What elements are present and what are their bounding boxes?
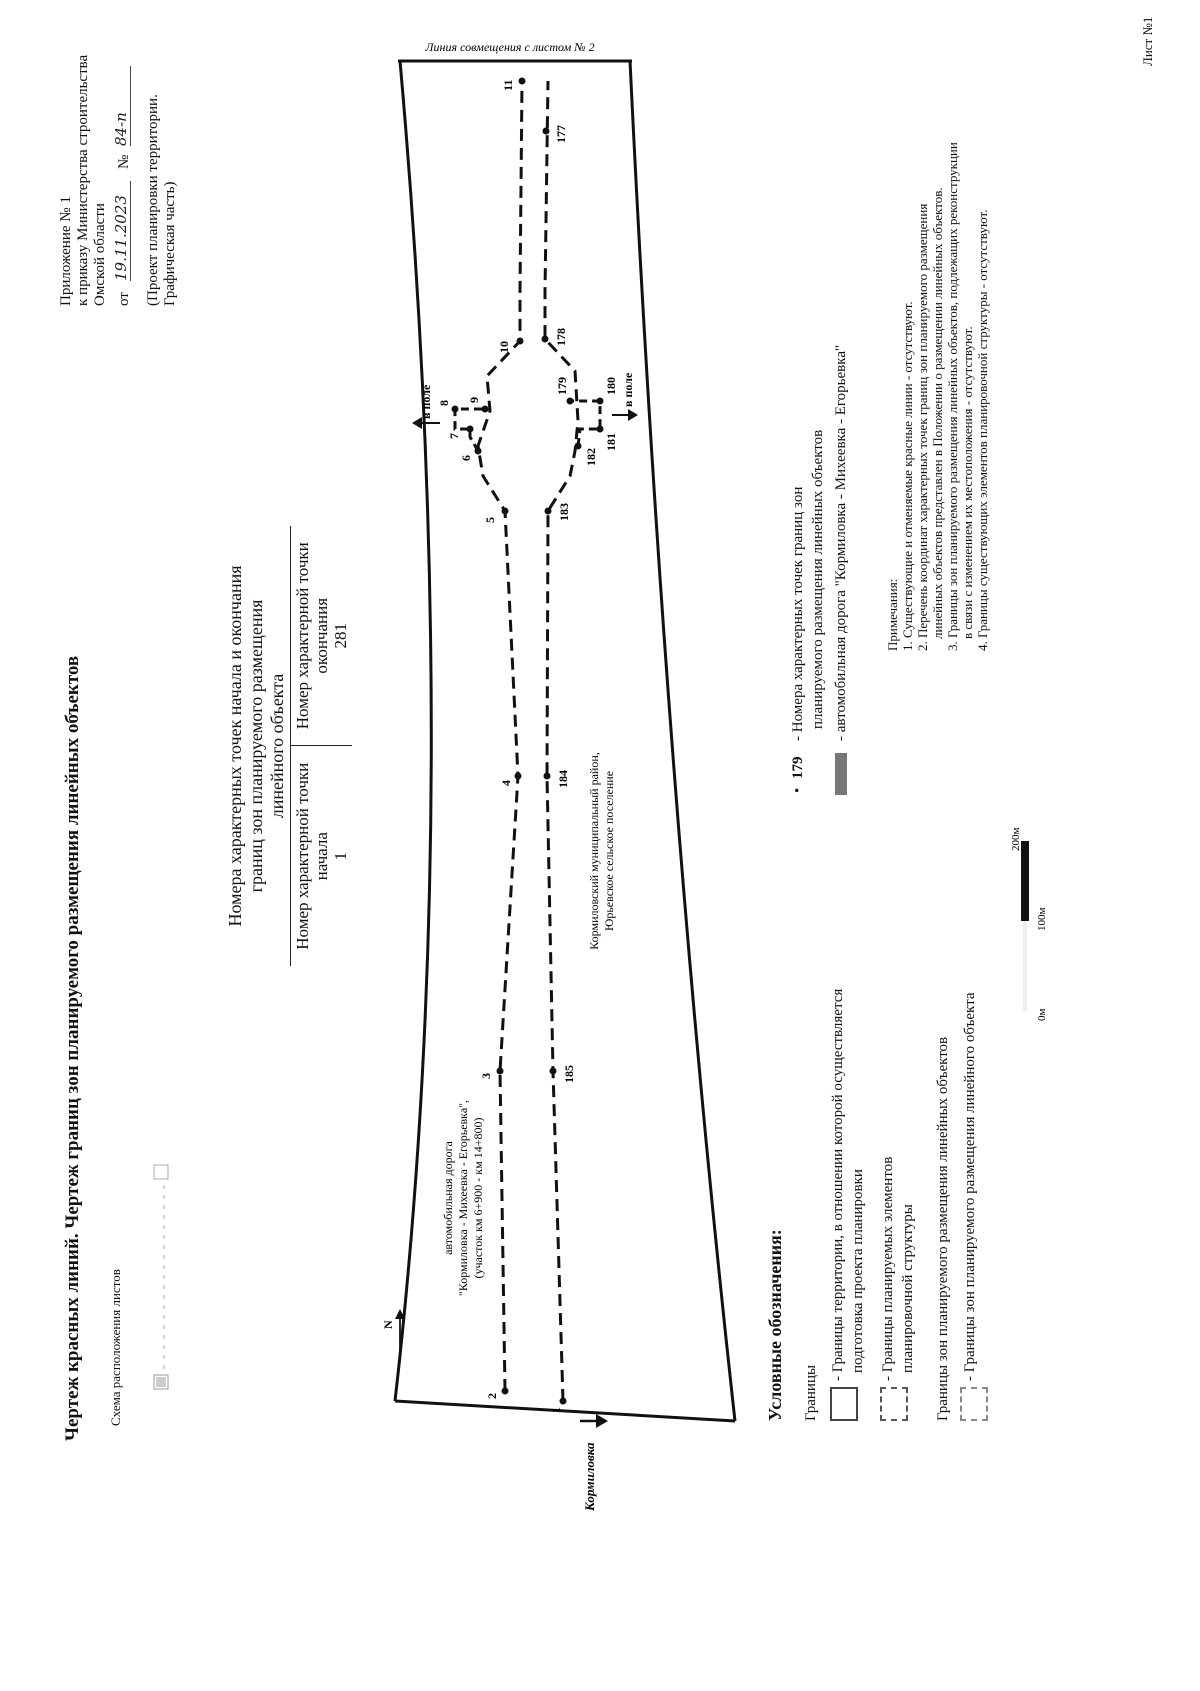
label-point-180: 180 bbox=[604, 377, 618, 395]
point-181 bbox=[597, 426, 604, 433]
legend-point-sample: 179 bbox=[790, 756, 806, 779]
point-5 bbox=[502, 508, 509, 515]
scale-zero: 0м bbox=[1036, 1008, 1048, 1021]
legend-item2-line2: планировочной структуры bbox=[900, 1204, 916, 1373]
label-point-181: 181 bbox=[604, 433, 618, 451]
road-label-line1: автомобильная дорога bbox=[441, 1141, 455, 1255]
territory-boundary-bottom bbox=[630, 61, 735, 1421]
label-field-bottom: в поле bbox=[621, 372, 635, 407]
label-point-178: 178 bbox=[554, 328, 568, 346]
page-title: Чертеж красных линий. Чертеж границ зон планируемого размещения линейных объектов bbox=[62, 655, 83, 1441]
note-2b: линейных объектов представлен в Положении о размещении линейных объектов. bbox=[930, 187, 945, 639]
col-end-value: 281 bbox=[331, 623, 350, 649]
sheet-number: Лист №1 bbox=[1140, 16, 1155, 66]
label-point-10: 10 bbox=[497, 341, 511, 353]
legend-point-desc-line1: - Номера характерных точек границ зон bbox=[790, 486, 806, 741]
appendix-line2: к приказу Министерства строительства bbox=[75, 54, 91, 306]
table-heading-line1: Номера характерных точек начала и окончания bbox=[225, 565, 245, 927]
note-3b: в связи с изменением их местоположения - отсутствуют. bbox=[960, 326, 975, 639]
note-1: 1. Существующие и отменяемые красные линии - отсутствуют. bbox=[900, 301, 915, 651]
label-point-2: 2 bbox=[485, 1393, 499, 1399]
point-2 bbox=[502, 1388, 509, 1395]
scale-end: 200м bbox=[1010, 827, 1022, 851]
label-kormilovka: Кормиловка bbox=[582, 1442, 597, 1511]
point-180 bbox=[597, 398, 604, 405]
legend-road-desc: - автомобильная дорога "Кормиловка - Михеевка - Егорьевка" bbox=[833, 344, 849, 741]
col-end-header-line1: Номер характерной точки bbox=[293, 542, 312, 730]
point-1 bbox=[560, 1398, 567, 1405]
point-184 bbox=[544, 773, 551, 780]
label-point-8: 8 bbox=[437, 400, 451, 406]
legend-swatch-territory bbox=[830, 1387, 858, 1421]
arrow-field-bottom-icon bbox=[628, 409, 638, 421]
legend-group-boundaries: Границы bbox=[803, 1364, 819, 1421]
appendix-number-prefix: № bbox=[116, 154, 132, 169]
table-heading-line3: линейного объекта bbox=[267, 673, 287, 819]
note-4: 4. Границы существующих элементов планировочной структуры - отсутствуют. bbox=[975, 209, 990, 651]
label-point-185: 185 bbox=[562, 1065, 576, 1083]
point-3 bbox=[497, 1068, 504, 1075]
col-end-header-line2: окончания bbox=[312, 597, 331, 674]
legend-road-swatch bbox=[835, 753, 847, 795]
legend-item2-line1: - Границы планируемых элементов bbox=[880, 1156, 896, 1381]
label-point-179: 179 bbox=[555, 377, 569, 395]
legend-swatch-structure bbox=[880, 1387, 908, 1421]
legend-heading: Условные обозначения: bbox=[765, 1229, 785, 1421]
point-8 bbox=[452, 406, 459, 413]
point-183 bbox=[545, 508, 552, 515]
label-point-9: 9 bbox=[467, 397, 481, 403]
appendix-number: 84-п bbox=[112, 66, 131, 146]
territory-boundary-top bbox=[395, 61, 431, 1401]
scale-segment-2 bbox=[1021, 841, 1029, 921]
point-7 bbox=[467, 426, 474, 433]
zone-connector-bottom bbox=[570, 401, 600, 446]
legend-point-icon: • bbox=[790, 787, 806, 793]
col-start-header-line2: начала bbox=[312, 832, 331, 881]
label-point-5: 5 bbox=[483, 517, 497, 523]
label-point-182: 182 bbox=[584, 448, 598, 466]
point-178 bbox=[542, 336, 549, 343]
label-point-4: 4 bbox=[499, 780, 513, 786]
scale-segment-1 bbox=[1023, 921, 1027, 1011]
point-185 bbox=[550, 1068, 557, 1075]
point-6 bbox=[475, 448, 482, 455]
appendix-line3: Омской области bbox=[92, 203, 108, 306]
sheet-join-label: Линия совмещения с листом № 2 bbox=[425, 40, 595, 54]
label-point-3: 3 bbox=[479, 1073, 493, 1079]
point-177 bbox=[543, 128, 550, 135]
label-point-177: 177 bbox=[554, 125, 568, 143]
label-point-184: 184 bbox=[556, 770, 570, 788]
label-point-6: 6 bbox=[459, 455, 473, 461]
note-3a: 3. Границы зон планируемого размещения линейных объектов, подлежащих реконструкции bbox=[945, 142, 960, 651]
road-label-line3: (участок км 6+900 - км 14+800) bbox=[471, 1117, 485, 1279]
legend-item1-line1: - Границы территории, в отношении которой осуществляется bbox=[830, 988, 846, 1381]
district-line1: Кормиловский муниципальный район, bbox=[587, 752, 601, 950]
point-182 bbox=[575, 443, 582, 450]
project-note-line1: (Проект планировки территории. bbox=[145, 94, 161, 306]
sheet-scheme-label: Схема расположения листов bbox=[108, 1269, 123, 1426]
district-line2: Юрьевское сельское поселение bbox=[602, 770, 616, 932]
zone-boundary-bottom bbox=[545, 81, 578, 1401]
point-9 bbox=[482, 406, 489, 413]
col-start-value: 1 bbox=[331, 852, 350, 861]
point-10 bbox=[517, 338, 524, 345]
point-11 bbox=[519, 78, 526, 85]
arrow-kormilovka-icon bbox=[596, 1414, 608, 1428]
label-field-top: в поле bbox=[419, 384, 433, 419]
label-point-7: 7 bbox=[447, 433, 461, 439]
point-179 bbox=[567, 398, 574, 405]
point-4 bbox=[515, 773, 522, 780]
appendix-date: 19.11.2023 bbox=[112, 181, 131, 281]
note-2a: 2. Перечень координат характерных точек границ зон планируемого размещения bbox=[915, 203, 930, 651]
legend-item1-line2: подготовка проекта планировки bbox=[850, 1169, 866, 1373]
project-note-line2: Графическая часть) bbox=[162, 181, 178, 306]
col-start-header-line1: Номер характерной точки bbox=[293, 762, 312, 950]
table-heading-line2: границ зон планируемого размещения bbox=[246, 599, 266, 893]
appendix-date-prefix: от bbox=[116, 292, 132, 306]
legend-group-zones: Границы зон планируемого размещения линейных объектов bbox=[935, 1036, 951, 1421]
label-point-1: 1 bbox=[549, 1407, 563, 1413]
legend-swatch-zone bbox=[960, 1387, 988, 1421]
legend-point-desc-line2: планируемого размещения линейных объектов bbox=[810, 429, 826, 729]
notes-heading: Примечания: bbox=[885, 578, 900, 651]
north-label: N bbox=[381, 1320, 395, 1329]
scale-mid: 100м bbox=[1036, 907, 1048, 931]
label-point-11: 11 bbox=[501, 79, 515, 91]
legend-item3: - Границы зон планируемого размещения линейного объекта bbox=[962, 992, 978, 1381]
appendix-line1: Приложение № 1 bbox=[58, 196, 74, 306]
label-point-183: 183 bbox=[557, 503, 571, 521]
road-label-line2: "Кормиловка - Михеевка - Егорьевка", bbox=[456, 1099, 470, 1297]
territory-boundary-left bbox=[395, 1401, 735, 1421]
scale-bar bbox=[1010, 801, 1055, 1051]
